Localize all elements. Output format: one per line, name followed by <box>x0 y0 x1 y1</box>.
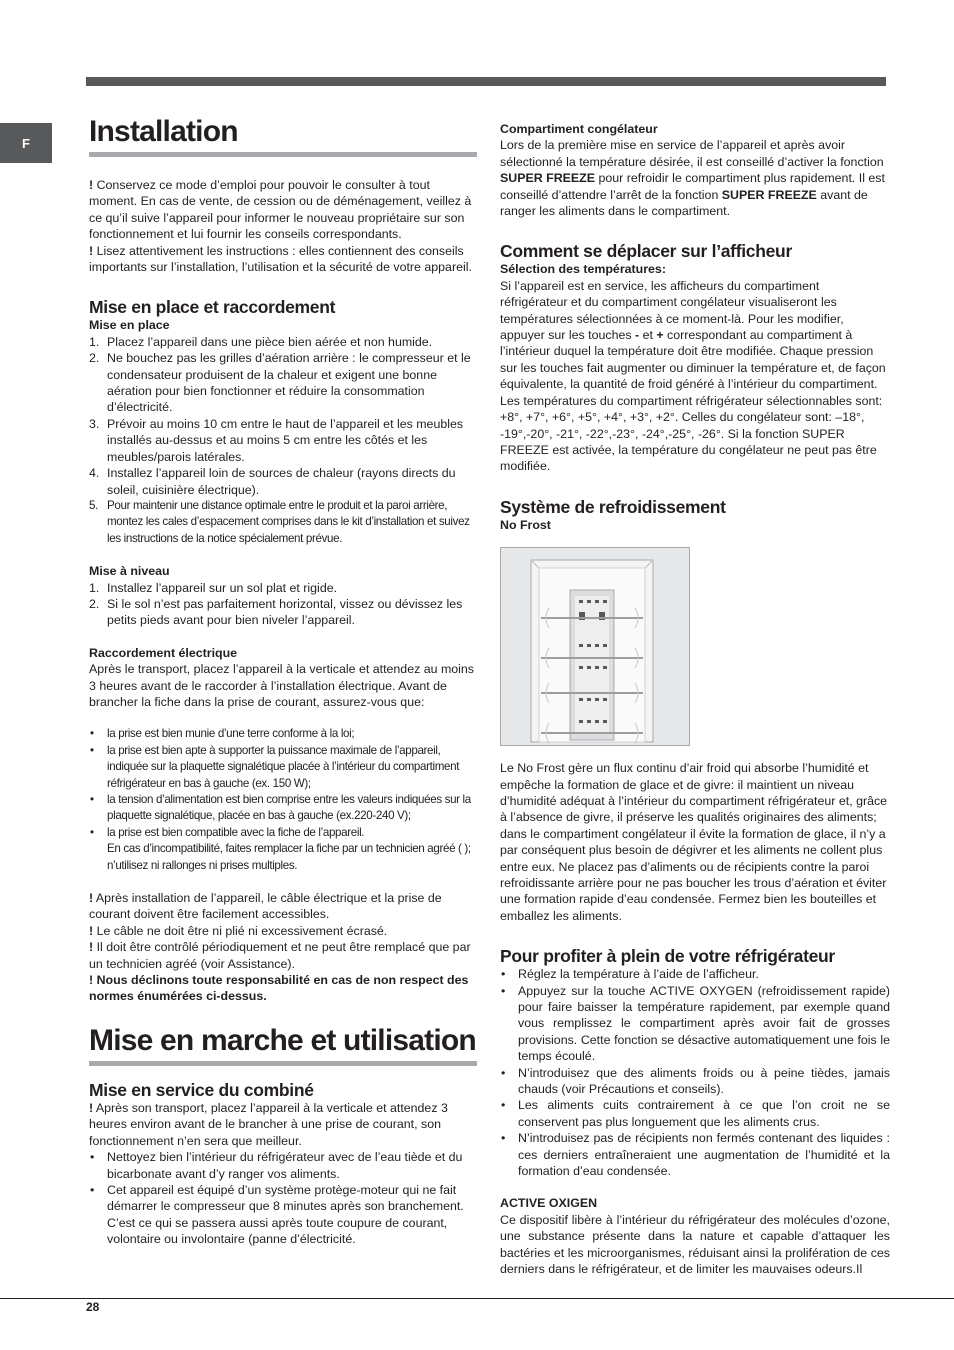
list-item: • la tension d’alimentation est bien comprise entre les valeurs indiquées sur la plaquette signalétique, placée en bas à gauche (ex.220-240 V); <box>89 792 477 825</box>
fridge-interior-icon <box>501 548 689 745</box>
electrical-subheading: Raccordement électrique <box>89 645 238 660</box>
usage-title: Mise en marche et utilisation <box>89 1023 476 1057</box>
list-item: 3. Prévoir au moins 10 cm entre le haut de l’appareil et les meubles installés au-dessus et au moins 5 cm entre les côtés et les meubles/parois latérales. <box>89 416 464 464</box>
list-item: • N’introduisez pas de récipients non fermés contenant des liquides : ces derniers entraîneraient une augmentation de l’humidité et la formation d’eau condensée. <box>500 1130 890 1179</box>
oxygen-paragraph: Ce dispositif libère à l’intérieur du réfrigérateur des molécules d’ozone, une substance présente dans la nature et capable d’attaquer les bactéries et les microorganismes, réduisant ainsi la prolifération de ces derniers dans le réfrigérateur, et de limiter les mauvaises odeurs.Il <box>500 1212 890 1277</box>
enjoy-list <box>500 966 890 1179</box>
list-item: 1. Placez l’appareil dans une pièce bien aérée et non humide. <box>89 334 433 349</box>
list-item: 2. Ne bouchez pas les grilles d’aération arrière : le compresseur et le condensateur produisent de la chaleur et exigent une bonne aération pour bien fonctionner et réduire la consommation d’électricité. <box>89 351 471 415</box>
fridge-illustration <box>500 547 690 746</box>
placement-heading: Mise en place et raccordement <box>89 297 336 318</box>
startup-paragraph: ! Après son transport, placez l’appareil à la verticale et attendez 3 heures environ avant de le brancher à une prise de courant, son fonctionnement n’en sera que meilleur. <box>89 1100 448 1148</box>
list-item: 1. Installez l’appareil sur un sol plat et rigide. <box>89 580 338 595</box>
intro-paragraph-2: ! Lisez attentivement les instructions : elles contiennent des conseils importants sur l’installation, l’utilisation et la sécurité de votre appareil. <box>89 243 472 275</box>
list-item: • la prise est bien apte à supporter la puissance maximale de l’appareil, indiquée sur la plaquette signalétique placée à l’intérieur du compartiment réfrigérateur en bas à gauche (ex. 150 W); <box>89 743 477 792</box>
display-paragraph: Si l’appareil est en service, les afficheurs du compartiment réfrigérateur et du compartiment congélateur visualiseront les températures sélectionnées à ce moment-là. Pour les modifier, appuyer sur les touches - et + correspondant au compartiment à l’intérieur duquel la température doit être modifiée. Chaque pression sur les touches fait augmenter ou diminuer la température et, de façon équivalente, la quantité de froid généré à l’intérieur du compartiment. Les températures du compartiment réfrigérateur sélectionnables sont: +8°, +7°, +6°, +5°, +4°, +3°, +2°. Celles du congélateur sont: –18°, -19°,-20°, -21°, -22°,-23°, -24°,-25°, -26°. Si la fonction SUPER FREEZE est activée, la température du congélateur ne peut pas être modifiée. <box>500 278 886 474</box>
list-item: 4. Installez l’appareil loin de sources de chaleur (rayons directs du soleil, cuisinière électrique). <box>89 466 456 497</box>
list-item: • la prise est bien compatible avec la fiche de l’appareil. <box>89 825 477 841</box>
electrical-intro: Après le transport, placez l’appareil à la verticale et attendez au moins 3 heures avant de le raccorder à l’installation électrique. Avant de brancher la fiche dans la prise de courant, assurez-vous que: <box>89 662 475 709</box>
right-column <box>500 121 890 1278</box>
warning-1: ! Après installation de l’appareil, le câble électrique et la prise de courant doivent être facilement accessibles. <box>89 891 442 922</box>
freezer-paragraph: Lors de la première mise en service de l’appareil et après avoir sélectionné la température désirée, il est conseillé d’activer la fonction SUPER FREEZE pour refroidir le compartiment plus rapidement. Il est conseillé d’attendre l’arrêt de la fonction SUPER FREEZE avant de ranger les aliments dans le compartiment. <box>500 138 885 219</box>
leveling-list <box>89 580 477 629</box>
list-item: 2. Si le sol n’est pas parfaitement horizontal, vissez ou dévissez les petits pieds avant pour bien niveler l’appareil. <box>89 596 463 628</box>
top-bar <box>86 77 886 86</box>
left-column <box>89 112 477 1248</box>
startup-list <box>89 1149 477 1247</box>
list-item: • Cet appareil est équipé d’un système protège-moteur qui ne fait démarrer le compresseur que 8 minutes après son branchement. C’est ce qui se passera aussi après toute coupure de courant, volontaire ou involontaire (panne d’électricité. <box>89 1182 477 1248</box>
freezer-subheading: Compartiment congélateur <box>500 122 658 136</box>
title-rule <box>89 152 477 157</box>
warning-4: ! Nous déclinons toute responsabilité en cas de non respect des normes énumérées ci-dessus. <box>89 973 469 1004</box>
warning-3: ! Il doit être contrôlé périodiquement et ne peut être remplacé que par un technicien agréé (voir Assistance). <box>89 940 471 971</box>
leveling-subheading: Mise à niveau <box>89 564 170 579</box>
oxygen-subheading: ACTIVE OXIGEN <box>500 1196 598 1211</box>
startup-heading: Mise en service du combiné <box>89 1079 314 1100</box>
display-subheading: Sélection des températures: <box>500 262 666 277</box>
cooling-paragraph: Le No Frost gère un flux continu d’air froid qui absorbe l’humidité et empêche la formation de glace et de givre: il maintient un niveau d’humidité adéquat à l’intérieur du compartiment réfrigérateur et, grâce à l’absence de givre, il préserve les qualités originaires des aliments; dans le compartiment congélateur il évite la formation de glace, il n’y a par conséquent plus besoin de dégivrer et les aliments ne collent plus entre eux. Ne placez pas d’aliments ou de récipients contre la paroi refroidissante arrière pour ne pas boucher les trous d’aération et éviter une formation rapide d’eau condensée. Fermez bien les bouteilles et emballez les aliments. <box>500 761 888 923</box>
cooling-subheading: No Frost <box>500 517 551 532</box>
incompatibility-note: En cas d’incompatibilité, faites remplacer la fiche par un technicien agréé ( ); n’utilisez ni rallonges ni prises multiples. <box>107 842 471 872</box>
language-code: F <box>22 135 30 151</box>
placement-list <box>89 334 477 547</box>
list-item: • Réglez la température à l’aide de l’afficheur. <box>500 966 890 982</box>
enjoy-heading: Pour profiter à plein de votre réfrigérateur <box>500 946 835 967</box>
intro-paragraph-1: ! Conservez ce mode d’emploi pour pouvoir le consulter à tout moment. En cas de vente, de cession ou de déménagement, veillez à ce qu’il suive l’appareil pour informer le nouveau propriétaire sur son fonctionnement et lui fournir les conseils correspondants. <box>89 178 472 242</box>
list-item: • Les aliments cuits contrairement à ce que l’on croit ne se conservent pas plus longuement que les aliments crus. <box>500 1097 890 1130</box>
electrical-list <box>89 726 477 841</box>
placement-subheading: Mise en place <box>89 318 170 333</box>
page-number: 28 <box>86 1300 100 1314</box>
warning-2: ! Le câble ne doit être ni plié ni excessivement écrasé. <box>89 923 388 938</box>
language-tab <box>0 123 52 163</box>
list-item: • Appuyez sur la touche ACTIVE OXYGEN (refroidissement rapide) pour faire baisser la température rapidement, par exemple quand vous remplissez le compartiment après avoir fait de grosses provisions. Cette fonction se désactive automatiquement une fois le temps écoulé. <box>500 983 890 1065</box>
title-rule <box>89 1061 477 1066</box>
list-item: • N’introduisez que des aliments froids ou à peine tièdes, jamais chauds (voir Précautions et conseils). <box>500 1065 890 1098</box>
list-item: • Nettoyez bien l’intérieur du réfrigérateur avec de l’eau tiède et du bicarbonate avant d’y ranger vos aliments. <box>89 1149 477 1182</box>
list-item: 5. Pour maintenir une distance optimale entre le produit et la paroi arrière, montez les cales d’espacement comprises dans le kit d’installation et suivez les instructions de la notice spécialement prévue. <box>89 498 470 545</box>
cooling-heading: Système de refroidissement <box>500 496 726 517</box>
list-item: • la prise est bien munie d’une terre conforme à la loi; <box>89 726 477 742</box>
installation-title: Installation <box>89 115 238 148</box>
bottom-rule <box>0 1298 954 1299</box>
display-heading: Comment se déplacer sur l’afficheur <box>500 241 792 262</box>
